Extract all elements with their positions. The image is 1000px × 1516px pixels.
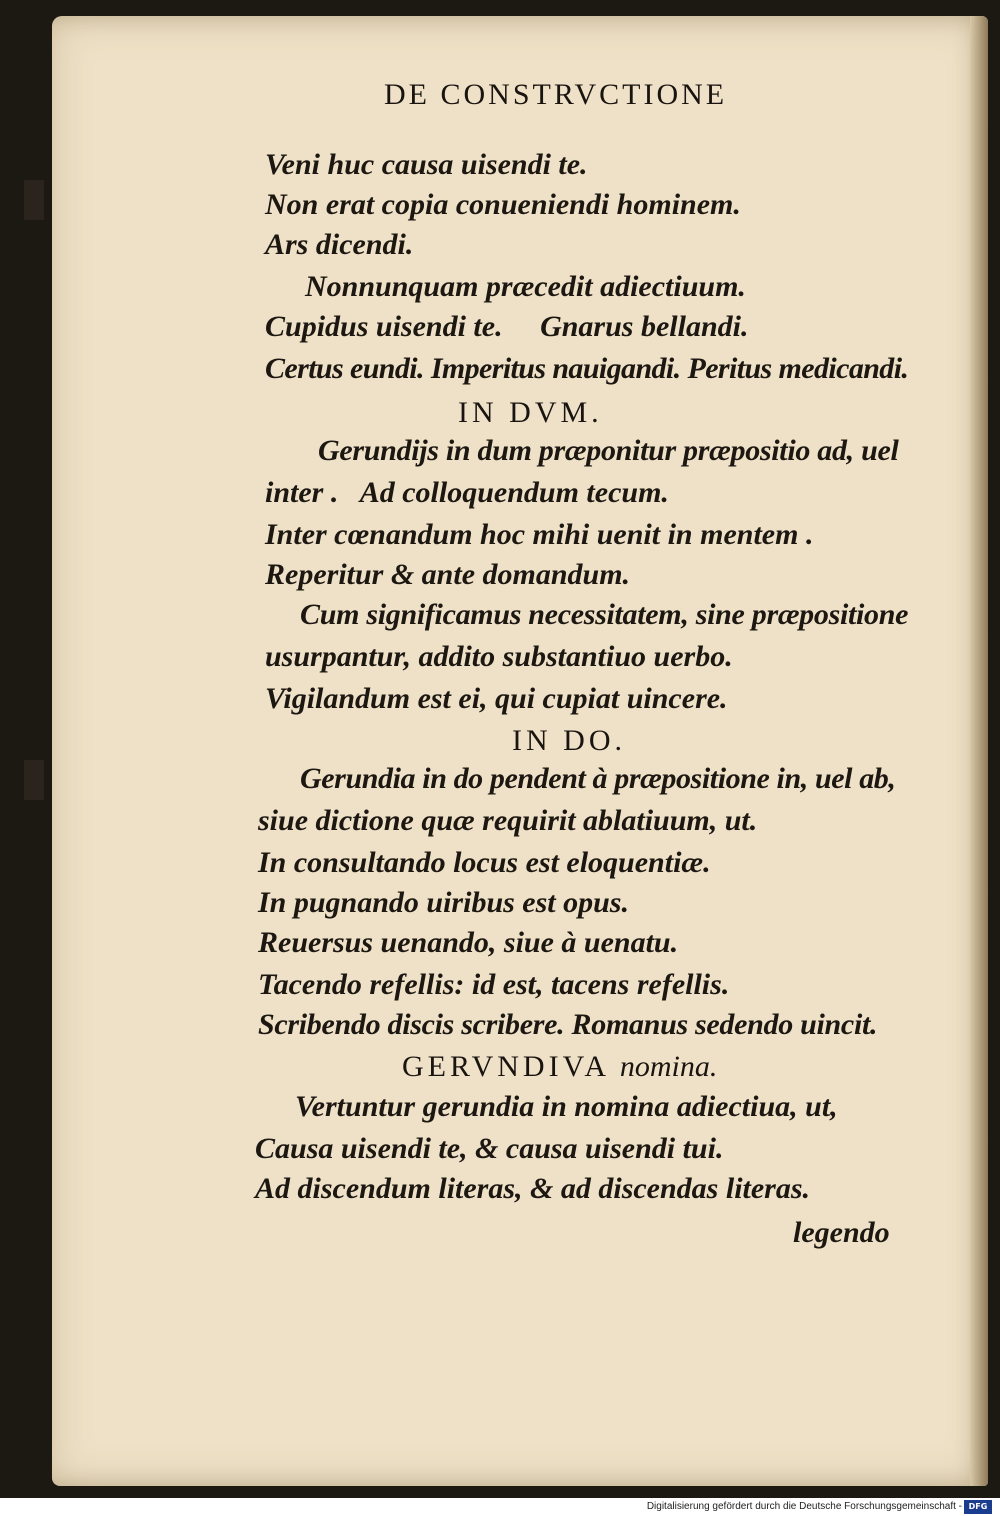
footer-credit: Digitalisierung gefördert durch die Deutsche Forschungsgemeinschaft - bbox=[646, 1501, 962, 1512]
text-line: siue dictione quæ requirit ablatiuum, ut. bbox=[258, 804, 758, 837]
text-line: Reuersus uenando, siue à uenatu. bbox=[258, 926, 679, 959]
binding-notch bbox=[24, 180, 44, 220]
section-heading-in-dum: IN DVM. bbox=[458, 396, 603, 429]
text-line: Tacendo refellis: id est, tacens refellis. bbox=[258, 968, 730, 1001]
text-line: Veni huc causa uisendi te. bbox=[265, 148, 588, 181]
text-line: Vigilandum est ei, qui cupiat uincere. bbox=[265, 682, 728, 715]
text-line: Inter cœnandum hoc mihi uenit in mentem . bbox=[265, 518, 814, 551]
text-line: Scribendo discis scribere. Romanus sedendo uincit. bbox=[258, 1008, 878, 1041]
text-line: Causa uisendi te, & causa uisendi tui. bbox=[255, 1132, 724, 1165]
section-heading-gerundiva bbox=[402, 1050, 717, 1084]
running-head: DE CONSTRVCTIONE bbox=[384, 78, 728, 111]
text-line: Non erat copia conueniendi hominem. bbox=[265, 188, 741, 221]
text-line: Nonnunquam præcedit adiectiuum. bbox=[305, 270, 746, 303]
text-line: Vertuntur gerundia in nomina adiectiua, ut, bbox=[295, 1090, 838, 1123]
text-line: Certus eundi. Imperitus nauigandi. Peritus medicandi. bbox=[265, 352, 909, 385]
dfg-logo-icon: DFG bbox=[964, 1500, 992, 1514]
text-line: inter . Ad colloquendum tecum. bbox=[265, 476, 669, 509]
section-heading-caps: GERVNDIVA bbox=[402, 1050, 609, 1083]
binding-notch bbox=[24, 760, 44, 800]
text-line: Ars dicendi. bbox=[265, 228, 414, 261]
catchword: legendo bbox=[793, 1216, 890, 1249]
section-heading-in-do: IN DO. bbox=[512, 724, 626, 757]
section-heading-tail: nomina. bbox=[619, 1050, 718, 1083]
text-line: Cupidus uisendi te. Gnarus bellandi. bbox=[265, 310, 749, 343]
page-edge bbox=[970, 16, 988, 1486]
text-line: Ad discendum literas, & ad discendas literas. bbox=[255, 1172, 811, 1205]
text-line: In pugnando uiribus est opus. bbox=[258, 886, 629, 919]
text-line: Gerundia in do pendent à præpositione in, uel ab, bbox=[300, 762, 896, 795]
text-line: Gerundijs in dum præponitur præpositio ad, uel bbox=[318, 434, 899, 467]
text-line: usurpantur, addito substantiuo uerbo. bbox=[265, 640, 733, 673]
text-line: Reperitur & ante domandum. bbox=[265, 558, 631, 591]
text-line: Cum significamus necessitatem, sine præpositione bbox=[300, 598, 909, 631]
text-line: In consultando locus est eloquentiæ. bbox=[258, 846, 711, 879]
